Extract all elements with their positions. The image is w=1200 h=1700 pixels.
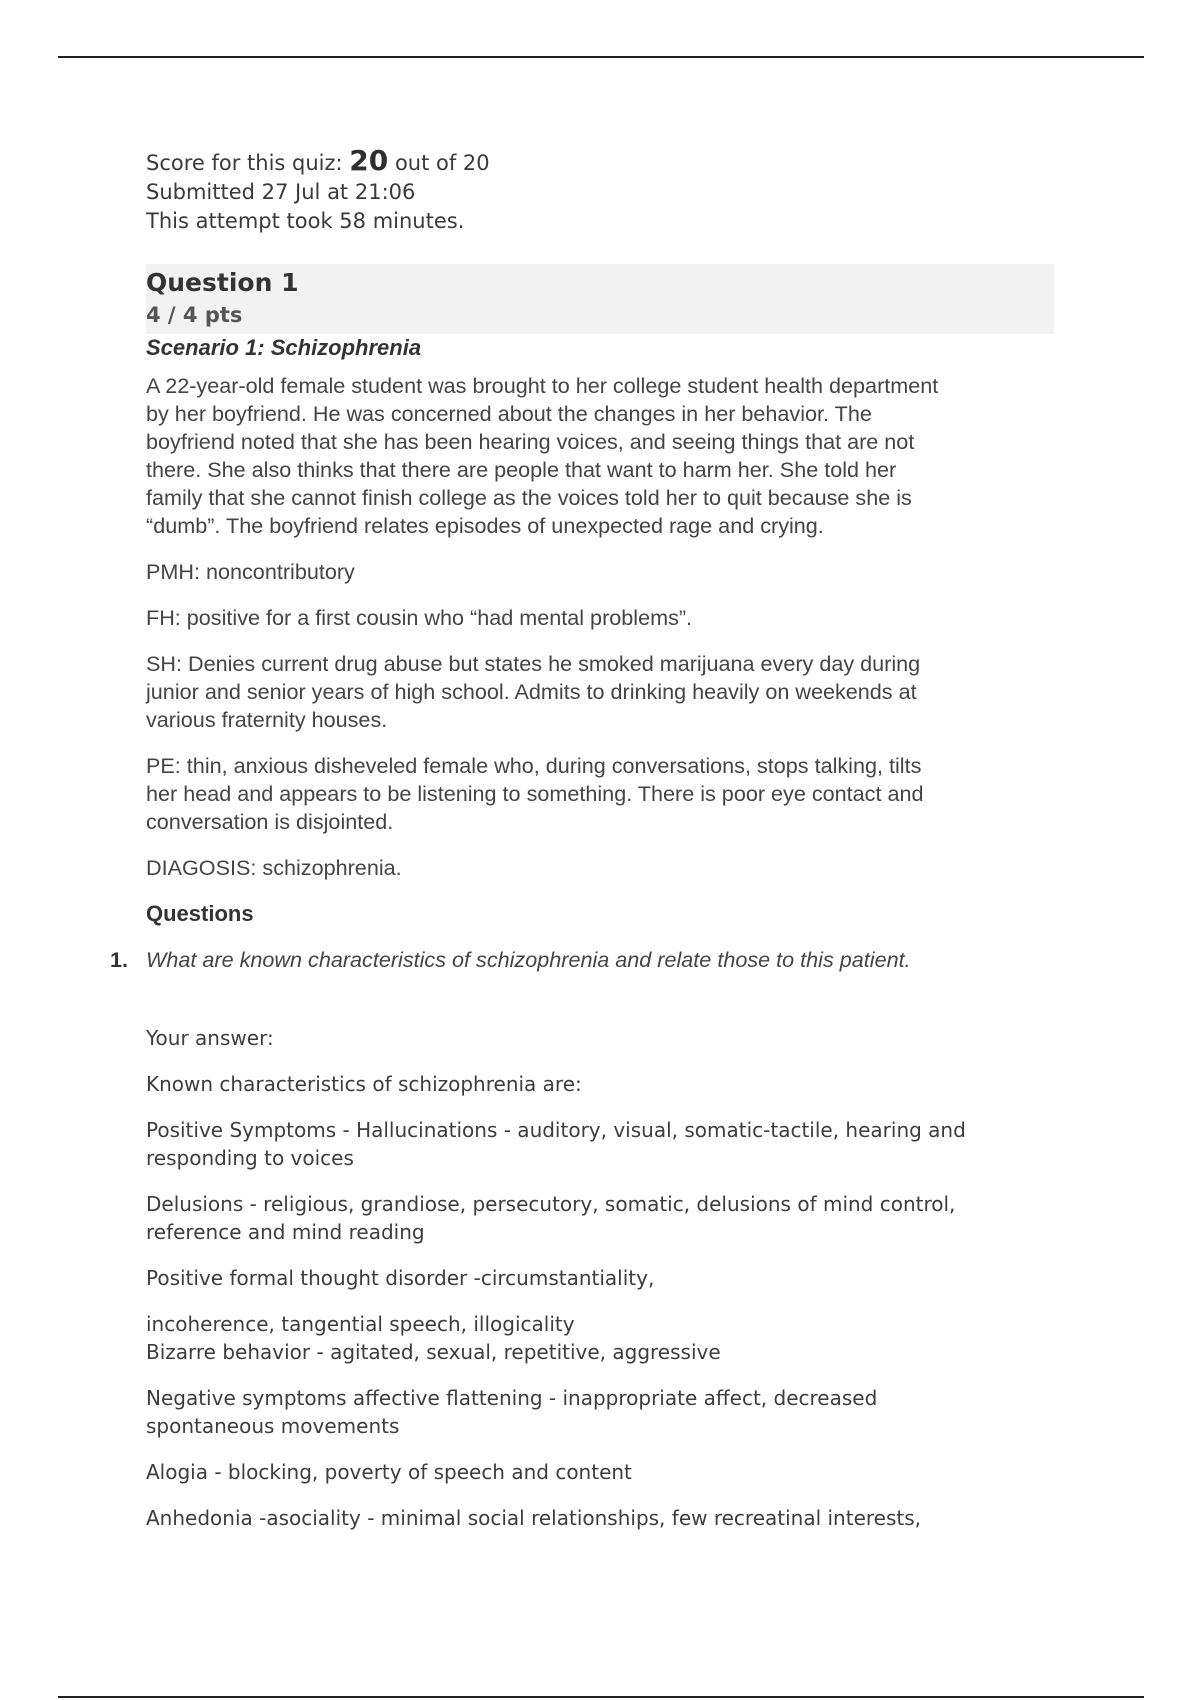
question-points: 4 / 4 pts bbox=[146, 303, 243, 327]
fh-section bbox=[146, 604, 1056, 632]
pe-line: conversation is disjointed. bbox=[146, 809, 394, 834]
scenario-description bbox=[146, 372, 1056, 540]
answer-incoherence bbox=[146, 1310, 1056, 1366]
pe-line: PE: thin, anxious disheveled female who, during conversations, stops talking, tilts bbox=[146, 753, 922, 778]
answer-label: Your answer: bbox=[146, 1026, 274, 1050]
quiz-summary bbox=[146, 146, 1056, 236]
answer-line: Positive formal thought disorder -circumstantiality, bbox=[146, 1266, 655, 1290]
question-item-text: What are known characteristics of schizophrenia and relate those to this patient. bbox=[146, 947, 911, 972]
answer-line: Negative symptoms affective flattening - inappropriate affect, decreased bbox=[146, 1386, 878, 1410]
score-total: out of 20 bbox=[394, 151, 490, 175]
answer-anhedonia bbox=[146, 1504, 1056, 1532]
answer-line: Bizarre behavior - agitated, sexual, repetitive, aggressive bbox=[146, 1340, 721, 1364]
scenario-line: “dumb”. The boyfriend relates episodes of unexpected rage and crying. bbox=[146, 513, 824, 538]
questions-heading: Questions bbox=[146, 901, 254, 926]
answer-line: Delusions - religious, grandiose, persecutory, somatic, delusions of mind control, bbox=[146, 1192, 956, 1216]
score-value: 20 bbox=[349, 144, 389, 177]
answer-line: Anhedonia -asociality - minimal social relationships, few recreatinal interests, bbox=[146, 1506, 922, 1530]
scenario-line: A 22-year-old female student was brought to her college student health department bbox=[146, 373, 939, 398]
score-line bbox=[146, 146, 1056, 178]
answer-line: Positive Symptoms - Hallucinations - auditory, visual, somatic-tactile, hearing and bbox=[146, 1118, 966, 1142]
answer-line: responding to voices bbox=[146, 1146, 354, 1170]
answer-intro: Known characteristics of schizophrenia are: bbox=[146, 1072, 582, 1096]
sh-section bbox=[146, 650, 1056, 734]
answer-line: reference and mind reading bbox=[146, 1220, 425, 1244]
question-item-number: 1. bbox=[110, 947, 129, 972]
scenario-line: by her boyfriend. He was concerned about the changes in her behavior. The bbox=[146, 401, 872, 426]
pe-section bbox=[146, 752, 1056, 836]
answer-positive-symptoms bbox=[146, 1116, 1056, 1172]
scenario-line: there. She also thinks that there are people that want to harm her. She told her bbox=[146, 457, 897, 482]
answer-negative-symptoms bbox=[146, 1384, 1056, 1440]
sh-line: SH: Denies current drug abuse but states he smoked marijuana every day during bbox=[146, 651, 921, 676]
scenario-line: boyfriend noted that she has been hearing voices, and seeing things that are not bbox=[146, 429, 915, 454]
quiz-content bbox=[110, 144, 1056, 1532]
answer-line: Alogia - blocking, poverty of speech and content bbox=[146, 1460, 632, 1484]
answer-thought-disorder bbox=[146, 1264, 1056, 1292]
sh-line: various fraternity houses. bbox=[146, 707, 388, 732]
fh-text: FH: positive for a first cousin who “had mental problems”. bbox=[146, 605, 693, 630]
submitted-time: Submitted 27 Jul at 21:06 bbox=[146, 180, 416, 204]
sh-line: junior and senior years of high school. Admits to drinking heavily on weekends at bbox=[146, 679, 917, 704]
question-item bbox=[110, 946, 1056, 974]
bottom-rule bbox=[58, 1696, 1144, 1698]
scenario-line: family that she cannot finish college as the voices told her to quit because she is bbox=[146, 485, 912, 510]
answer-alogia bbox=[146, 1458, 1056, 1486]
question-header bbox=[146, 264, 1054, 334]
top-rule bbox=[58, 56, 1144, 58]
diagnosis-section bbox=[146, 854, 1056, 882]
pmh-section bbox=[146, 558, 1056, 586]
answer-delusions bbox=[146, 1190, 1056, 1246]
pmh-text: PMH: noncontributory bbox=[146, 559, 355, 584]
scenario-title: Scenario 1: Schizophrenia bbox=[146, 335, 422, 360]
score-label: Score for this quiz: bbox=[146, 151, 343, 175]
diagnosis-text: DIAGOSIS: schizophrenia. bbox=[146, 855, 402, 880]
answer-line: incoherence, tangential speech, illogicality bbox=[146, 1312, 575, 1336]
question-title: Question 1 bbox=[146, 268, 299, 297]
answer-line: spontaneous movements bbox=[146, 1414, 400, 1438]
attempt-duration: This attempt took 58 minutes. bbox=[146, 209, 465, 233]
pe-line: her head and appears to be listening to something. There is poor eye contact and bbox=[146, 781, 924, 806]
